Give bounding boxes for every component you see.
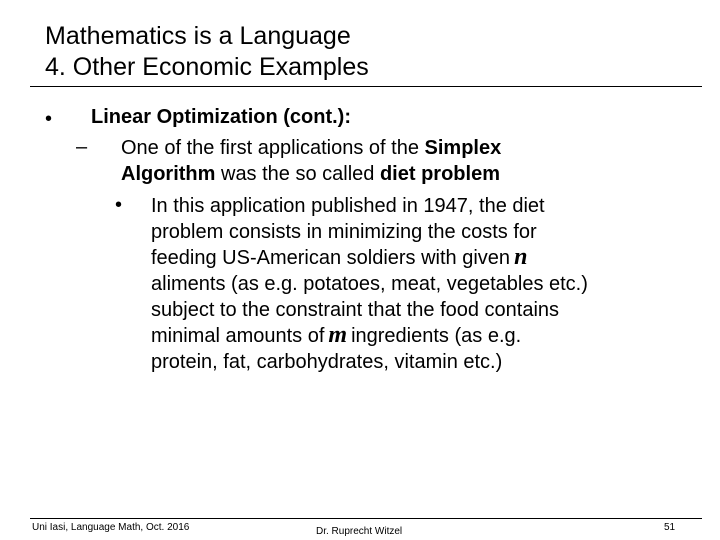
detail-line-6-post: ingredients (as e.g. xyxy=(351,325,522,347)
detail-line-3 xyxy=(151,245,531,271)
detail-line-4: aliments (as e.g. potatoes, meat, vegetables etc.) xyxy=(151,273,588,295)
detail-line-2: problem consists in minimizing the costs for xyxy=(151,221,537,243)
detail-line-3-text: feeding US-American soldiers with given xyxy=(151,247,511,269)
footer-divider xyxy=(30,518,702,519)
detail-line-5: subject to the constraint that the food contains xyxy=(151,299,560,321)
title-divider xyxy=(30,86,702,87)
variable-m: m xyxy=(328,322,348,348)
simplex-bold: Simplex xyxy=(424,137,502,159)
slide-title xyxy=(45,21,705,83)
bullet-heading: Linear Optimization (cont.): xyxy=(91,106,351,128)
detail-line-6 xyxy=(151,323,521,349)
page-number: 51 xyxy=(664,522,676,533)
level1-bullet-marker: • xyxy=(45,108,53,130)
level2-bullet-marker: – xyxy=(76,136,88,158)
title-line-1: Mathematics is a Language xyxy=(45,22,351,50)
footer-left: Uni Iasi, Language Math, Oct. 2016 xyxy=(32,522,190,533)
footer-author: Dr. Ruprecht Witzel xyxy=(316,526,403,537)
title-line-2: 4. Other Economic Examples xyxy=(45,53,369,81)
sub-bullet-line-1 xyxy=(121,135,501,161)
variable-n: n xyxy=(514,244,528,270)
diet-problem-bold: diet problem xyxy=(379,163,500,185)
detail-line-1: In this application published in 1947, the diet xyxy=(151,195,545,217)
sub-bullet-line-2 xyxy=(121,161,500,187)
detail-line-7: protein, fat, carbohydrates, vitamin etc.) xyxy=(151,351,503,373)
algorithm-bold: Algorithm xyxy=(121,163,216,185)
detail-line-6-pre: minimal amounts of xyxy=(151,325,325,347)
sub-text-2: was the so called xyxy=(215,163,380,185)
sub-text-1: One of the first applications of the xyxy=(121,137,425,159)
level3-bullet-marker: • xyxy=(115,194,123,216)
